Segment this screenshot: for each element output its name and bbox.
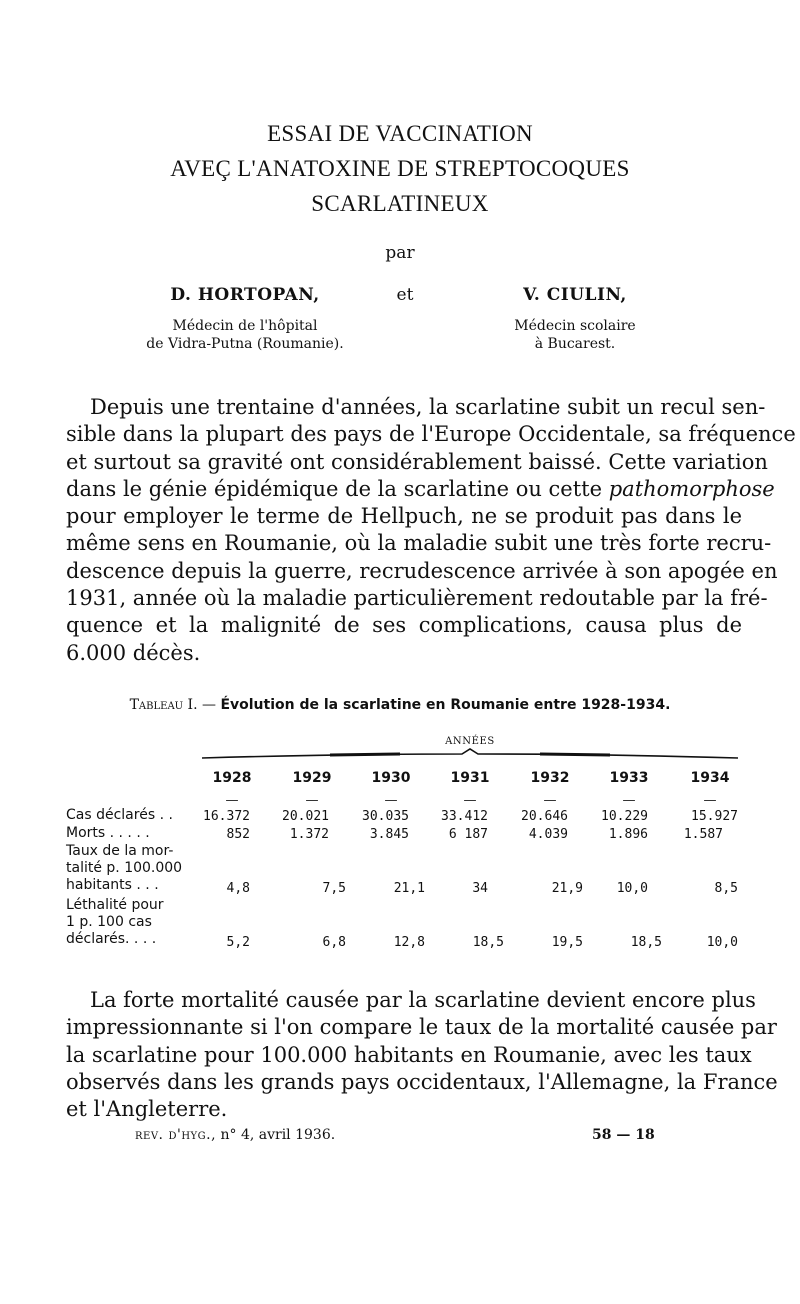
- row-label-line: 1 p. 100 cas: [66, 914, 152, 930]
- row-label-line: talité p. 100.000: [66, 860, 183, 876]
- text-line: quence et la malignité de ses complications, causa plus de: [66, 613, 742, 638]
- text-line: et l'Angleterre.: [66, 1097, 228, 1122]
- table-cell: 3.845: [369, 827, 409, 842]
- year-header: 1929: [292, 770, 332, 786]
- text-line: La forte mortalité causée par la scarlatine devient encore plus: [90, 988, 756, 1012]
- table-cell: 7,5: [322, 881, 346, 896]
- table-cell: 33.412: [441, 809, 488, 824]
- author-affiliation: [120, 317, 370, 353]
- table-cell: 6,8: [322, 935, 346, 950]
- year-header: 1934: [690, 770, 730, 786]
- author-name: V. CIULIN,: [523, 285, 627, 305]
- column-separator: —: [543, 793, 557, 808]
- body-paragraph-1: [66, 394, 796, 667]
- table-cell: 12,8: [393, 935, 425, 950]
- table-cell: 1.896: [608, 827, 648, 842]
- journal-issue: n° 4, avril 1936.: [220, 1127, 336, 1143]
- year-header: 1933: [609, 770, 649, 786]
- text-line: pour employer le terme de Hellpuch, ne se produit pas dans le: [66, 504, 742, 529]
- journal-reference: [135, 1127, 335, 1143]
- table-cell: 30.035: [362, 809, 409, 824]
- table-cell: 1.372: [289, 827, 329, 842]
- text-line: 1931, année où la maladie particulièrement redoutable par la fré-: [66, 586, 768, 611]
- table-cell: 10.229: [601, 809, 648, 824]
- years-group-header: ANNÉES: [445, 736, 495, 747]
- body-paragraph-2: [66, 987, 778, 1123]
- journal-abbrev: rev. d'hyg.,: [135, 1127, 217, 1143]
- table-cell: 34: [472, 881, 488, 896]
- text-line: [66, 476, 775, 503]
- author-name: D. HORTOPAN,: [170, 285, 320, 305]
- row-label: [66, 843, 182, 894]
- table-caption: [0, 697, 800, 713]
- column-separator: —: [703, 793, 717, 808]
- row-label-line: habitants . . .: [66, 877, 159, 893]
- row-label: Cas déclarés . .: [66, 807, 173, 823]
- affiliation-line: à Bucarest.: [534, 336, 616, 352]
- row-label: Morts . . . . .: [66, 825, 150, 841]
- table-cell: 18,5: [630, 935, 662, 950]
- author-2: [470, 285, 680, 353]
- table-cell: 852: [226, 827, 250, 842]
- caption-prefix: Tableau: [129, 697, 184, 713]
- text-line: impressionnante si l'on compare le taux de la mortalité causée par: [66, 1015, 777, 1040]
- text-line: la scarlatine pour 100.000 habitants en Roumanie, avec les taux: [66, 1042, 752, 1067]
- affiliation-line: de Vidra-Putna (Roumanie).: [146, 336, 344, 352]
- article-title: [0, 116, 800, 221]
- table-cell: 10,0: [616, 881, 648, 896]
- table-cell: 1.587: [683, 827, 723, 842]
- table-cell: 15.927: [691, 809, 738, 824]
- row-label-line: Taux de la mor-: [66, 843, 174, 859]
- text-line: descence depuis la guerre, recrudescence arrivée à son apogée en: [66, 558, 778, 583]
- text-segment: dans le génie épidémique de la scarlatine ou cette: [66, 476, 603, 501]
- text-line: sible dans la plupart des pays de l'Europe Occidentale, sa fréquence: [66, 422, 796, 447]
- title-line: AVEÇ L'ANATOXINE DE STREPTOCOQUES: [170, 156, 630, 181]
- row-label-line: Léthalité pour: [66, 897, 164, 913]
- text-line: même sens en Roumanie, où la maladie subit une très forte recru-: [66, 531, 772, 556]
- page-number: 58 — 18: [592, 1127, 655, 1143]
- year-header: 1928: [212, 770, 252, 786]
- column-separator: —: [463, 793, 477, 808]
- year-header: 1932: [530, 770, 570, 786]
- table-cell: 16.372: [203, 809, 250, 824]
- text-line: Depuis une trentaine d'années, la scarlatine subit un recul sen-: [90, 395, 766, 419]
- row-label: [66, 897, 164, 948]
- table-cell: 4,8: [226, 881, 250, 896]
- years-brace-line: [200, 748, 740, 762]
- text-line: et surtout sa gravité ont considérablement baissé. Cette variation: [66, 449, 768, 474]
- table-cell: 6 187: [448, 827, 488, 842]
- column-separator: —: [622, 793, 636, 808]
- table-cell: 19,5: [551, 935, 583, 950]
- table-cell: 8,5: [714, 881, 738, 896]
- year-header: 1930: [371, 770, 411, 786]
- author-affiliation: [470, 317, 680, 353]
- column-separator: —: [384, 793, 398, 808]
- table-cell: 20.646: [521, 809, 568, 824]
- italic-term: pathomorphose: [608, 476, 775, 501]
- author-1: [120, 285, 370, 353]
- byline: par: [385, 243, 415, 263]
- table-cell: 4.039: [528, 827, 568, 842]
- table-cell: 21,9: [551, 881, 583, 896]
- row-label-line: déclarés. . . .: [66, 931, 157, 947]
- text-line: 6.000 décès.: [66, 640, 201, 665]
- affiliation-line: Médecin scolaire: [514, 318, 636, 334]
- table-cell: 18,5: [472, 935, 504, 950]
- caption-text: Évolution de la scarlatine en Roumanie entre 1928-1934.: [220, 697, 671, 713]
- column-separator: —: [305, 793, 319, 808]
- title-line: ESSAI DE VACCINATION: [267, 121, 533, 146]
- table-cell: 21,1: [393, 881, 425, 896]
- caption-number: I. —: [187, 697, 216, 713]
- year-header: 1931: [450, 770, 490, 786]
- table-cell: 20.021: [282, 809, 329, 824]
- text-line: observés dans les grands pays occidentaux, l'Allemagne, la France: [66, 1069, 778, 1094]
- affiliation-line: Médecin de l'hôpital: [172, 318, 318, 334]
- column-separator: —: [225, 793, 239, 808]
- table-cell: 10,0: [706, 935, 738, 950]
- title-line: SCARLATINEUX: [311, 191, 489, 216]
- author-connector: et: [396, 285, 414, 305]
- table-cell: 5,2: [226, 935, 250, 950]
